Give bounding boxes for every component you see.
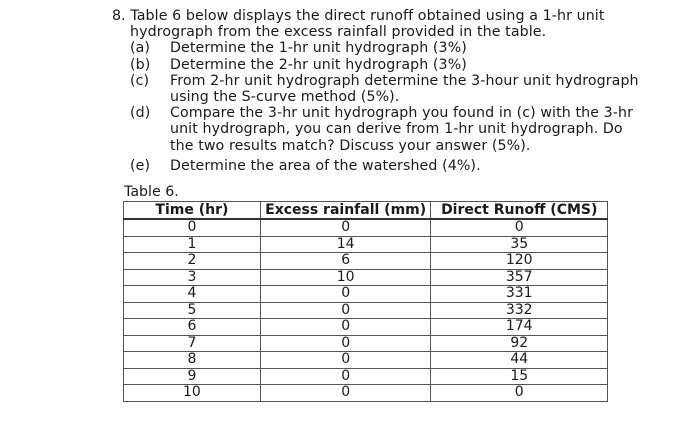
cell-direct-runoff: 0: [431, 219, 608, 236]
cell-excess-rainfall: 14: [260, 236, 431, 253]
cell-direct-runoff: 35: [431, 236, 608, 253]
table-caption: Table 6.: [124, 184, 179, 200]
cell-direct-runoff: 15: [431, 368, 608, 385]
table-row: [124, 368, 608, 385]
part-d-label: (d): [130, 105, 151, 122]
cell-excess-rainfall: 10: [260, 269, 431, 286]
header-excess-rainfall: Excess rainfall (mm): [260, 202, 431, 220]
question-intro-line-1: 8. Table 6 below displays the direct runoff obtained using a 1-hr unit: [112, 8, 605, 24]
part-c: [112, 73, 672, 105]
cell-time: 4: [124, 286, 261, 303]
part-a-label: (a): [130, 40, 151, 57]
cell-direct-runoff: 0: [431, 385, 608, 402]
header-direct-runoff: Direct Runoff (CMS): [431, 202, 608, 220]
part-b: [112, 57, 672, 73]
table-row: [124, 286, 608, 303]
cell-time: 7: [124, 335, 261, 352]
part-c-text-line-1: From 2-hr unit hydrograph determine the 3-hour unit hydrograph: [170, 72, 639, 89]
cell-time: 1: [124, 236, 261, 253]
part-d-text-line-1: Compare the 3-hr unit hydrograph you found in (c) with the 3-hr: [170, 105, 634, 122]
part-b-text: Determine the 2-hr unit hydrograph (3%): [170, 56, 467, 73]
header-time: Time (hr): [124, 202, 261, 220]
cell-excess-rainfall: 0: [260, 219, 431, 236]
cell-excess-rainfall: 0: [260, 368, 431, 385]
cell-direct-runoff: 332: [431, 302, 608, 319]
table-row: [124, 335, 608, 352]
cell-time: 8: [124, 352, 261, 369]
cell-time: 2: [124, 253, 261, 270]
part-d-text-line-2: unit hydrograph, you can derive from 1-hr unit hydrograph. Do: [170, 121, 623, 138]
part-e: [112, 158, 672, 174]
table-row: [124, 385, 608, 402]
table-row: [124, 253, 608, 270]
cell-direct-runoff: 331: [431, 286, 608, 303]
cell-time: 5: [124, 302, 261, 319]
cell-direct-runoff: 92: [431, 335, 608, 352]
table-row: [124, 269, 608, 286]
table-header-row: [124, 202, 608, 220]
question-8: [112, 8, 672, 174]
cell-time: 9: [124, 368, 261, 385]
part-b-label: (b): [130, 56, 151, 73]
cell-time: 3: [124, 269, 261, 286]
cell-direct-runoff: 44: [431, 352, 608, 369]
runoff-table: [123, 201, 608, 402]
cell-excess-rainfall: 0: [260, 286, 431, 303]
table-row: [124, 352, 608, 369]
cell-time: 0: [124, 219, 261, 236]
part-a-text: Determine the 1-hr unit hydrograph (3%): [170, 40, 467, 57]
part-e-text: Determine the area of the watershed (4%).: [170, 157, 481, 174]
question-intro-line-2: hydrograph from the excess rainfall provided in the table.: [130, 24, 547, 41]
cell-direct-runoff: 174: [431, 319, 608, 336]
cell-time: 10: [124, 385, 261, 402]
part-d-text-line-3: the two results match? Discuss your answer (5%).: [170, 137, 531, 154]
cell-direct-runoff: 357: [431, 269, 608, 286]
table-row: [124, 236, 608, 253]
cell-excess-rainfall: 0: [260, 385, 431, 402]
cell-time: 6: [124, 319, 261, 336]
part-c-text-line-2: using the S-curve method (5%).: [170, 89, 400, 106]
cell-excess-rainfall: 0: [260, 335, 431, 352]
part-c-label: (c): [130, 72, 150, 89]
part-d: [112, 105, 672, 154]
cell-excess-rainfall: 6: [260, 253, 431, 270]
cell-excess-rainfall: 0: [260, 302, 431, 319]
cell-excess-rainfall: 0: [260, 319, 431, 336]
table-row: [124, 302, 608, 319]
cell-excess-rainfall: 0: [260, 352, 431, 369]
part-e-label: (e): [130, 157, 151, 174]
cell-direct-runoff: 120: [431, 253, 608, 270]
part-a: [112, 40, 672, 56]
table-row: [124, 219, 608, 236]
table-row: [124, 319, 608, 336]
